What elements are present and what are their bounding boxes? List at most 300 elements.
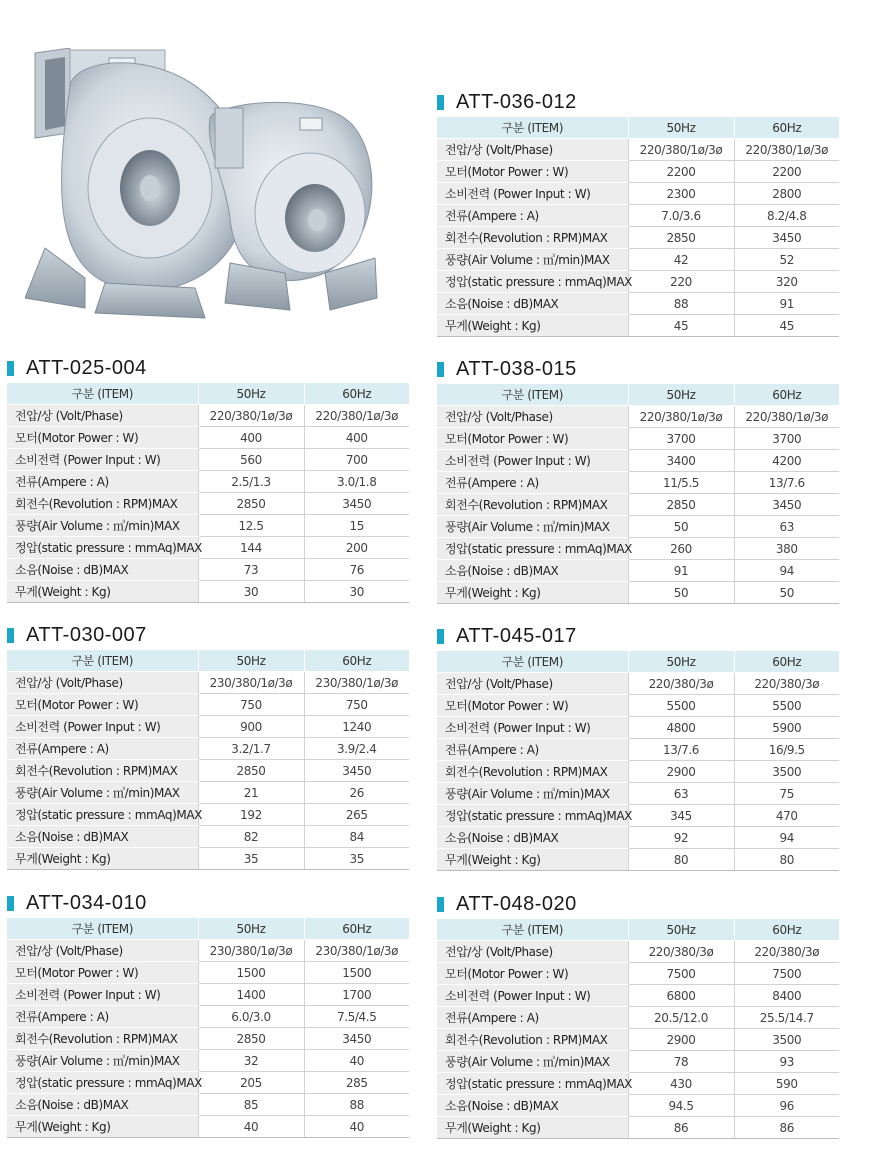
value-50hz: 2300 xyxy=(628,183,734,205)
value-60hz: 2200 xyxy=(734,161,839,183)
value-50hz: 3.2/1.7 xyxy=(198,738,304,760)
value-50hz: 260 xyxy=(628,538,734,560)
spec-label: 모터(Motor Power : W) xyxy=(7,427,198,449)
value-50hz: 91 xyxy=(628,560,734,582)
spec-label: 정압(static pressure : mmAq)MAX xyxy=(7,804,198,826)
spec-label: 정압(static pressure : mmAq)MAX xyxy=(437,271,628,293)
header-item: 구분 (ITEM) xyxy=(437,384,628,406)
value-60hz: 63 xyxy=(734,516,839,538)
table-row xyxy=(437,227,839,249)
value-50hz: 2850 xyxy=(198,493,304,515)
spec-label: 전류(Ampere : A) xyxy=(7,1006,198,1028)
value-50hz: 50 xyxy=(628,516,734,538)
title-marker xyxy=(437,629,444,644)
model-title xyxy=(7,620,409,650)
title-marker xyxy=(7,361,14,376)
spec-label: 회전수(Revolution : RPM)MAX xyxy=(437,227,628,249)
spec-label: 전압/상 (Volt/Phase) xyxy=(7,940,198,962)
table-row xyxy=(7,493,409,515)
value-50hz: 2850 xyxy=(198,1028,304,1050)
header-item: 구분 (ITEM) xyxy=(7,918,198,940)
table-row xyxy=(437,406,839,428)
small-blower xyxy=(209,102,377,310)
table-row xyxy=(437,472,839,494)
spec-block-att-030-007 xyxy=(7,620,409,870)
value-60hz: 590 xyxy=(734,1073,839,1095)
table-row xyxy=(437,494,839,516)
spec-label: 회전수(Revolution : RPM)MAX xyxy=(437,1029,628,1051)
value-50hz: 220/380/3ø xyxy=(628,941,734,963)
value-60hz: 45 xyxy=(734,315,839,337)
table-header-row xyxy=(437,651,839,673)
spec-label: 소음(Noise : dB)MAX xyxy=(7,826,198,848)
value-60hz: 50 xyxy=(734,582,839,604)
value-50hz: 900 xyxy=(198,716,304,738)
spec-label: 회전수(Revolution : RPM)MAX xyxy=(437,761,628,783)
value-50hz: 220/380/1ø/3ø xyxy=(198,405,304,427)
table-header-row xyxy=(7,650,409,672)
value-50hz: 192 xyxy=(198,804,304,826)
spec-table xyxy=(7,650,409,870)
spec-label: 전압/상 (Volt/Phase) xyxy=(437,406,628,428)
spec-label: 소비전력 (Power Input : W) xyxy=(437,450,628,472)
table-row xyxy=(7,940,409,962)
table-row xyxy=(437,805,839,827)
table-row xyxy=(7,559,409,581)
value-50hz: 92 xyxy=(628,827,734,849)
value-60hz: 3500 xyxy=(734,761,839,783)
value-60hz: 96 xyxy=(734,1095,839,1117)
value-60hz: 16/9.5 xyxy=(734,739,839,761)
table-row xyxy=(437,293,839,315)
table-row xyxy=(7,405,409,427)
value-60hz: 3450 xyxy=(734,227,839,249)
table-row xyxy=(7,1050,409,1072)
table-row xyxy=(437,139,839,161)
table-row xyxy=(7,471,409,493)
value-50hz: 230/380/1ø/3ø xyxy=(198,672,304,694)
table-row xyxy=(437,538,839,560)
spec-label: 전류(Ampere : A) xyxy=(437,739,628,761)
spec-table xyxy=(7,383,409,603)
header-item: 구분 (ITEM) xyxy=(437,117,628,139)
spec-label: 풍량(Air Volume : ㎥/min)MAX xyxy=(437,783,628,805)
table-row xyxy=(437,315,839,337)
value-50hz: 2.5/1.3 xyxy=(198,471,304,493)
value-60hz: 220/380/1ø/3ø xyxy=(734,406,839,428)
value-50hz: 2850 xyxy=(628,227,734,249)
header-frequency: 60Hz xyxy=(734,651,839,673)
spec-label: 모터(Motor Power : W) xyxy=(7,694,198,716)
value-50hz: 220/380/1ø/3ø xyxy=(628,139,734,161)
value-50hz: 85 xyxy=(198,1094,304,1116)
spec-label: 풍량(Air Volume : ㎥/min)MAX xyxy=(437,1051,628,1073)
table-row xyxy=(437,271,839,293)
table-row xyxy=(7,716,409,738)
spec-block-att-034-010 xyxy=(7,888,409,1138)
spec-block-att-025-004 xyxy=(7,353,409,603)
table-row xyxy=(437,249,839,271)
value-50hz: 7.0/3.6 xyxy=(628,205,734,227)
value-60hz: 26 xyxy=(304,782,409,804)
value-60hz: 5900 xyxy=(734,717,839,739)
table-row xyxy=(437,582,839,604)
spec-table xyxy=(437,384,839,604)
table-header-row xyxy=(437,384,839,406)
value-50hz: 3700 xyxy=(628,428,734,450)
value-60hz: 1240 xyxy=(304,716,409,738)
value-50hz: 4800 xyxy=(628,717,734,739)
table-row xyxy=(437,985,839,1007)
spec-label: 모터(Motor Power : W) xyxy=(437,161,628,183)
table-row xyxy=(437,205,839,227)
large-blower xyxy=(25,48,247,318)
value-50hz: 6800 xyxy=(628,985,734,1007)
model-title xyxy=(7,888,409,918)
header-frequency: 60Hz xyxy=(304,918,409,940)
table-row xyxy=(437,1117,839,1139)
spec-label: 소음(Noise : dB)MAX xyxy=(437,560,628,582)
table-row xyxy=(7,449,409,471)
spec-label: 정압(static pressure : mmAq)MAX xyxy=(437,805,628,827)
value-60hz: 75 xyxy=(734,783,839,805)
spec-label: 소음(Noise : dB)MAX xyxy=(7,1094,198,1116)
value-60hz: 380 xyxy=(734,538,839,560)
spec-label: 소비전력 (Power Input : W) xyxy=(437,717,628,739)
model-name: ATT-036-012 xyxy=(456,90,577,113)
table-row xyxy=(7,848,409,870)
value-60hz: 8400 xyxy=(734,985,839,1007)
value-60hz: 230/380/1ø/3ø xyxy=(304,672,409,694)
title-marker xyxy=(437,897,444,912)
table-row xyxy=(7,581,409,603)
value-60hz: 76 xyxy=(304,559,409,581)
value-50hz: 20.5/12.0 xyxy=(628,1007,734,1029)
header-frequency: 60Hz xyxy=(734,117,839,139)
value-50hz: 7500 xyxy=(628,963,734,985)
table-row xyxy=(437,1073,839,1095)
spec-label: 소비전력 (Power Input : W) xyxy=(437,985,628,1007)
value-50hz: 1500 xyxy=(198,962,304,984)
spec-label: 모터(Motor Power : W) xyxy=(437,428,628,450)
value-60hz: 220/380/1ø/3ø xyxy=(734,139,839,161)
spec-label: 전류(Ampere : A) xyxy=(437,205,628,227)
table-row xyxy=(437,1051,839,1073)
title-marker xyxy=(7,896,14,911)
value-60hz: 220/380/3ø xyxy=(734,941,839,963)
header-frequency: 50Hz xyxy=(628,117,734,139)
table-row xyxy=(437,450,839,472)
value-50hz: 400 xyxy=(198,427,304,449)
spec-label: 정압(static pressure : mmAq)MAX xyxy=(7,537,198,559)
spec-label: 무게(Weight : Kg) xyxy=(437,315,628,337)
table-row xyxy=(437,560,839,582)
spec-block-att-048-020 xyxy=(437,889,839,1139)
spec-label: 전압/상 (Volt/Phase) xyxy=(437,139,628,161)
value-60hz: 230/380/1ø/3ø xyxy=(304,940,409,962)
value-60hz: 88 xyxy=(304,1094,409,1116)
value-50hz: 144 xyxy=(198,537,304,559)
value-60hz: 700 xyxy=(304,449,409,471)
value-60hz: 80 xyxy=(734,849,839,871)
value-60hz: 86 xyxy=(734,1117,839,1139)
table-row xyxy=(7,804,409,826)
spec-label: 풍량(Air Volume : ㎥/min)MAX xyxy=(437,249,628,271)
value-60hz: 13/7.6 xyxy=(734,472,839,494)
header-item: 구분 (ITEM) xyxy=(7,650,198,672)
spec-block-att-036-012 xyxy=(437,87,839,337)
model-name: ATT-048-020 xyxy=(456,892,577,915)
value-50hz: 205 xyxy=(198,1072,304,1094)
spec-label: 전류(Ampere : A) xyxy=(437,472,628,494)
model-title xyxy=(437,87,839,117)
value-50hz: 82 xyxy=(198,826,304,848)
spec-label: 모터(Motor Power : W) xyxy=(437,695,628,717)
header-frequency: 60Hz xyxy=(304,650,409,672)
value-60hz: 5500 xyxy=(734,695,839,717)
value-60hz: 35 xyxy=(304,848,409,870)
value-50hz: 2850 xyxy=(628,494,734,516)
table-row xyxy=(7,826,409,848)
spec-label: 회전수(Revolution : RPM)MAX xyxy=(7,760,198,782)
table-row xyxy=(437,849,839,871)
value-60hz: 40 xyxy=(304,1050,409,1072)
value-60hz: 3450 xyxy=(734,494,839,516)
spec-label: 무게(Weight : Kg) xyxy=(437,1117,628,1139)
value-50hz: 21 xyxy=(198,782,304,804)
spec-label: 소음(Noise : dB)MAX xyxy=(437,1095,628,1117)
header-frequency: 60Hz xyxy=(734,384,839,406)
value-50hz: 345 xyxy=(628,805,734,827)
value-50hz: 32 xyxy=(198,1050,304,1072)
spec-label: 소음(Noise : dB)MAX xyxy=(437,827,628,849)
table-row xyxy=(437,827,839,849)
value-50hz: 63 xyxy=(628,783,734,805)
table-row xyxy=(7,515,409,537)
spec-label: 정압(static pressure : mmAq)MAX xyxy=(437,538,628,560)
spec-label: 풍량(Air Volume : ㎥/min)MAX xyxy=(437,516,628,538)
model-name: ATT-034-010 xyxy=(26,891,147,914)
value-50hz: 45 xyxy=(628,315,734,337)
spec-label: 회전수(Revolution : RPM)MAX xyxy=(437,494,628,516)
table-row xyxy=(437,739,839,761)
table-row xyxy=(437,941,839,963)
value-60hz: 3.0/1.8 xyxy=(304,471,409,493)
value-60hz: 470 xyxy=(734,805,839,827)
header-frequency: 50Hz xyxy=(198,918,304,940)
table-row xyxy=(437,695,839,717)
spec-label: 회전수(Revolution : RPM)MAX xyxy=(7,1028,198,1050)
value-60hz: 84 xyxy=(304,826,409,848)
spec-label: 전압/상 (Volt/Phase) xyxy=(7,672,198,694)
value-60hz: 94 xyxy=(734,827,839,849)
header-frequency: 60Hz xyxy=(304,383,409,405)
value-60hz: 93 xyxy=(734,1051,839,1073)
header-frequency: 50Hz xyxy=(628,919,734,941)
value-50hz: 2200 xyxy=(628,161,734,183)
value-60hz: 2800 xyxy=(734,183,839,205)
table-header-row xyxy=(7,383,409,405)
title-marker xyxy=(437,362,444,377)
value-50hz: 5500 xyxy=(628,695,734,717)
value-50hz: 73 xyxy=(198,559,304,581)
spec-label: 전류(Ampere : A) xyxy=(7,738,198,760)
value-50hz: 1400 xyxy=(198,984,304,1006)
value-50hz: 430 xyxy=(628,1073,734,1095)
header-frequency: 50Hz xyxy=(628,651,734,673)
blower-product-photo xyxy=(25,48,405,328)
table-row xyxy=(437,783,839,805)
value-60hz: 8.2/4.8 xyxy=(734,205,839,227)
table-row xyxy=(437,761,839,783)
value-60hz: 52 xyxy=(734,249,839,271)
spec-label: 전류(Ampere : A) xyxy=(7,471,198,493)
value-60hz: 220/380/3ø xyxy=(734,673,839,695)
value-50hz: 220/380/3ø xyxy=(628,673,734,695)
spec-label: 소비전력 (Power Input : W) xyxy=(7,449,198,471)
value-50hz: 35 xyxy=(198,848,304,870)
spec-label: 회전수(Revolution : RPM)MAX xyxy=(7,493,198,515)
model-name: ATT-038-015 xyxy=(456,357,577,380)
value-50hz: 80 xyxy=(628,849,734,871)
value-50hz: 42 xyxy=(628,249,734,271)
table-row xyxy=(7,537,409,559)
model-name: ATT-030-007 xyxy=(26,623,147,646)
table-row xyxy=(437,1095,839,1117)
value-50hz: 30 xyxy=(198,581,304,603)
value-60hz: 220/380/1ø/3ø xyxy=(304,405,409,427)
spec-table xyxy=(437,117,839,337)
spec-table xyxy=(437,919,839,1139)
spec-table xyxy=(7,918,409,1138)
spec-label: 전압/상 (Volt/Phase) xyxy=(7,405,198,427)
value-50hz: 220 xyxy=(628,271,734,293)
value-60hz: 3450 xyxy=(304,493,409,515)
value-60hz: 3500 xyxy=(734,1029,839,1051)
table-row xyxy=(7,694,409,716)
spec-label: 소비전력 (Power Input : W) xyxy=(7,984,198,1006)
value-50hz: 86 xyxy=(628,1117,734,1139)
spec-label: 전압/상 (Volt/Phase) xyxy=(437,941,628,963)
header-item: 구분 (ITEM) xyxy=(437,919,628,941)
table-row xyxy=(437,1029,839,1051)
value-60hz: 285 xyxy=(304,1072,409,1094)
table-row xyxy=(7,427,409,449)
value-50hz: 50 xyxy=(628,582,734,604)
spec-label: 모터(Motor Power : W) xyxy=(7,962,198,984)
spec-label: 무게(Weight : Kg) xyxy=(437,582,628,604)
value-50hz: 2850 xyxy=(198,760,304,782)
value-60hz: 25.5/14.7 xyxy=(734,1007,839,1029)
model-title xyxy=(7,353,409,383)
spec-label: 정압(static pressure : mmAq)MAX xyxy=(437,1073,628,1095)
spec-label: 정압(static pressure : mmAq)MAX xyxy=(7,1072,198,1094)
value-50hz: 13/7.6 xyxy=(628,739,734,761)
value-60hz: 3450 xyxy=(304,1028,409,1050)
value-60hz: 15 xyxy=(304,515,409,537)
spec-label: 무게(Weight : Kg) xyxy=(7,848,198,870)
value-50hz: 40 xyxy=(198,1116,304,1138)
value-60hz: 200 xyxy=(304,537,409,559)
spec-label: 전압/상 (Volt/Phase) xyxy=(437,673,628,695)
header-frequency: 60Hz xyxy=(734,919,839,941)
value-50hz: 11/5.5 xyxy=(628,472,734,494)
value-60hz: 265 xyxy=(304,804,409,826)
spec-label: 무게(Weight : Kg) xyxy=(7,581,198,603)
value-60hz: 320 xyxy=(734,271,839,293)
value-60hz: 7500 xyxy=(734,963,839,985)
value-50hz: 2900 xyxy=(628,1029,734,1051)
value-60hz: 7.5/4.5 xyxy=(304,1006,409,1028)
table-row xyxy=(7,1094,409,1116)
table-row xyxy=(437,161,839,183)
spec-label: 소비전력 (Power Input : W) xyxy=(437,183,628,205)
table-header-row xyxy=(437,117,839,139)
table-row xyxy=(437,428,839,450)
model-title xyxy=(437,621,839,651)
value-60hz: 4200 xyxy=(734,450,839,472)
model-title xyxy=(437,889,839,919)
spec-label: 모터(Motor Power : W) xyxy=(437,963,628,985)
spec-label: 무게(Weight : Kg) xyxy=(7,1116,198,1138)
spec-label: 풍량(Air Volume : ㎥/min)MAX xyxy=(7,782,198,804)
value-50hz: 2900 xyxy=(628,761,734,783)
table-row xyxy=(7,672,409,694)
model-name: ATT-025-004 xyxy=(26,356,147,379)
table-row xyxy=(437,963,839,985)
spec-label: 소음(Noise : dB)MAX xyxy=(437,293,628,315)
spec-block-att-045-017 xyxy=(437,621,839,871)
spec-label: 무게(Weight : Kg) xyxy=(437,849,628,871)
table-row xyxy=(437,1007,839,1029)
value-60hz: 30 xyxy=(304,581,409,603)
header-item: 구분 (ITEM) xyxy=(7,383,198,405)
value-50hz: 750 xyxy=(198,694,304,716)
value-50hz: 94.5 xyxy=(628,1095,734,1117)
table-row xyxy=(7,984,409,1006)
table-header-row xyxy=(7,918,409,940)
table-row xyxy=(7,760,409,782)
spec-label: 소비전력 (Power Input : W) xyxy=(7,716,198,738)
value-60hz: 400 xyxy=(304,427,409,449)
table-row xyxy=(437,717,839,739)
value-50hz: 230/380/1ø/3ø xyxy=(198,940,304,962)
value-60hz: 1500 xyxy=(304,962,409,984)
value-60hz: 750 xyxy=(304,694,409,716)
model-name: ATT-045-017 xyxy=(456,624,577,647)
table-row xyxy=(437,673,839,695)
model-title xyxy=(437,354,839,384)
value-60hz: 1700 xyxy=(304,984,409,1006)
value-50hz: 6.0/3.0 xyxy=(198,1006,304,1028)
table-row xyxy=(7,1028,409,1050)
table-row xyxy=(7,962,409,984)
table-row xyxy=(437,183,839,205)
spec-block-att-038-015 xyxy=(437,354,839,604)
value-60hz: 3700 xyxy=(734,428,839,450)
value-50hz: 560 xyxy=(198,449,304,471)
value-60hz: 94 xyxy=(734,560,839,582)
spec-table xyxy=(437,651,839,871)
header-frequency: 50Hz xyxy=(198,650,304,672)
value-50hz: 78 xyxy=(628,1051,734,1073)
table-header-row xyxy=(437,919,839,941)
table-row xyxy=(437,516,839,538)
value-60hz: 40 xyxy=(304,1116,409,1138)
value-50hz: 3400 xyxy=(628,450,734,472)
value-50hz: 220/380/1ø/3ø xyxy=(628,406,734,428)
header-frequency: 50Hz xyxy=(628,384,734,406)
